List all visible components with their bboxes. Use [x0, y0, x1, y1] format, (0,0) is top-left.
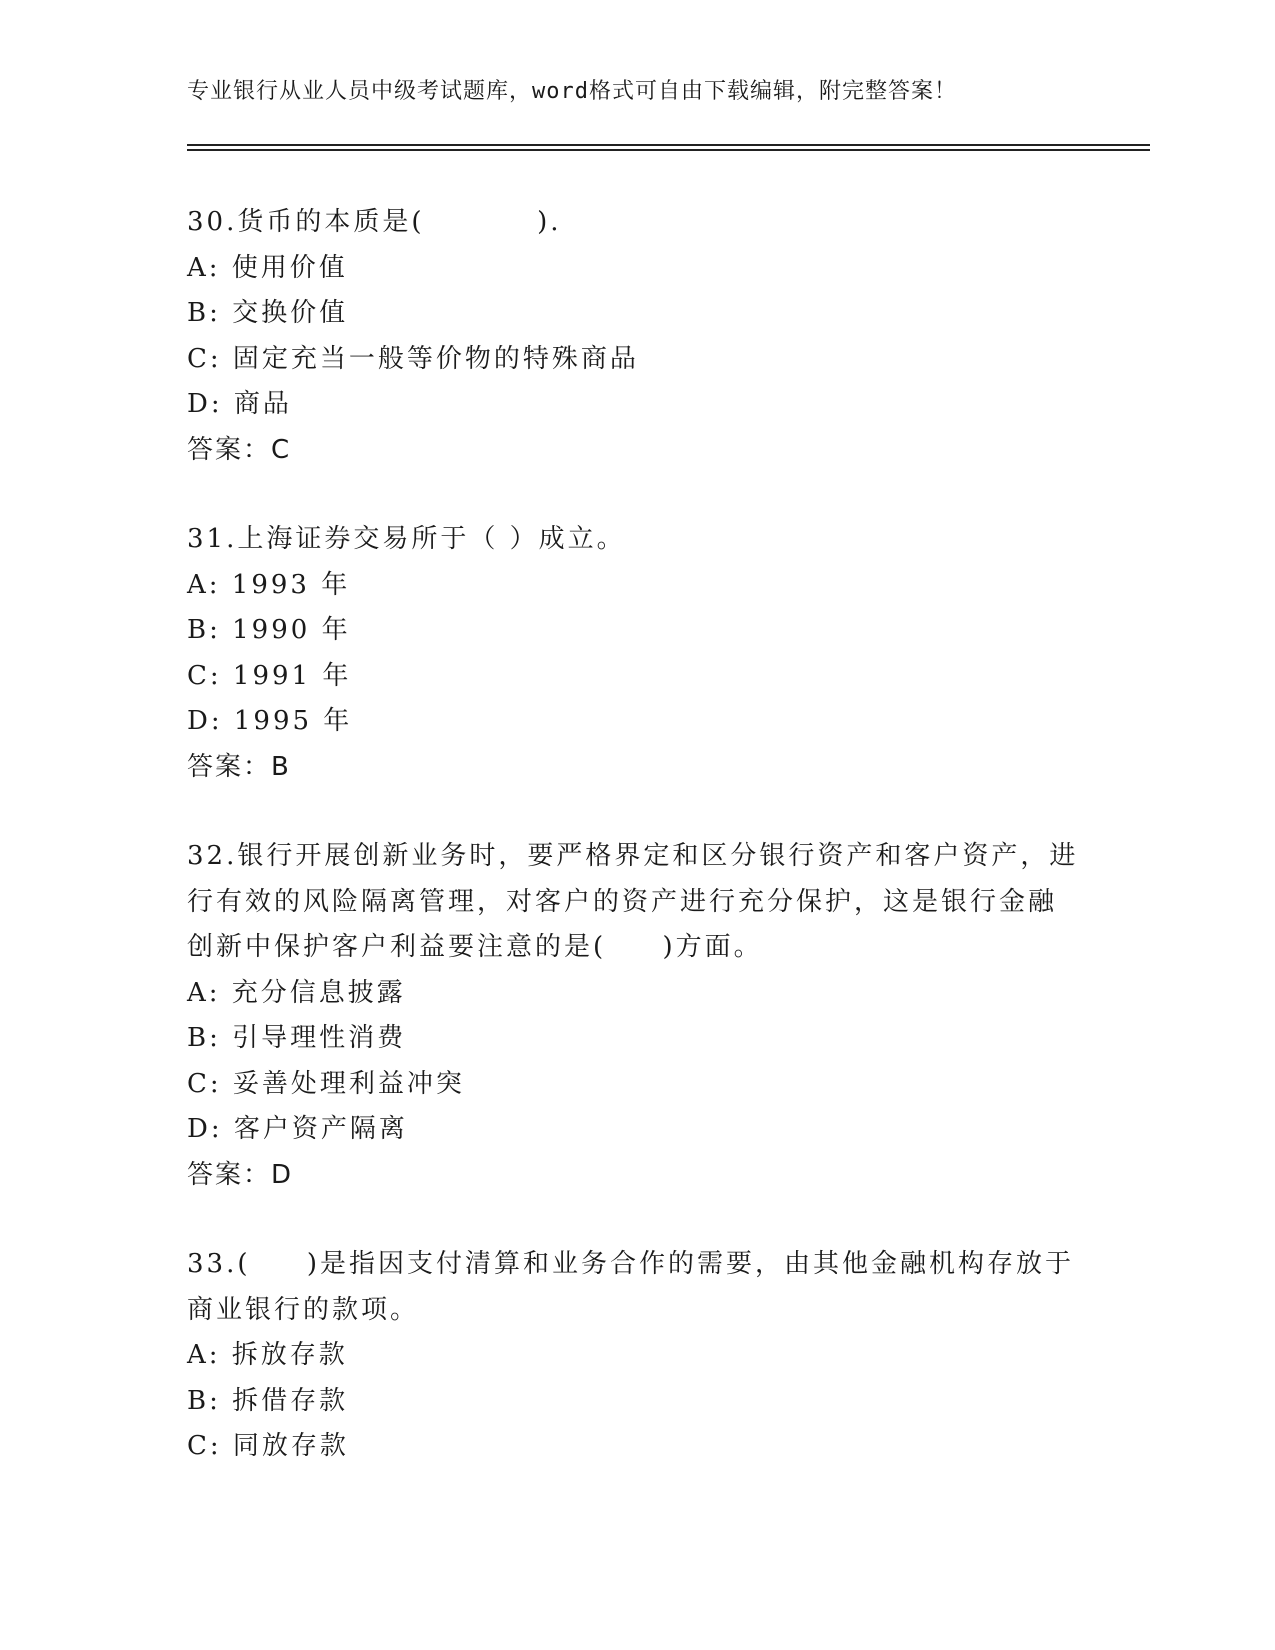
question-stem-line-2: 行有效的风险隔离管理，对客户的资产进行充分保护，这是银行金融: [187, 886, 1058, 917]
question-stem: 30.货币的本质是( ).: [187, 207, 562, 237]
question-list: [187, 200, 1087, 1514]
option-c: C: 同放存款: [187, 1431, 349, 1461]
option-d: D: 1995 年: [187, 706, 353, 736]
question-stem-line-3: 创新中保护客户利益要注意的是( )方面。: [187, 932, 763, 962]
answer: 答案：D: [187, 1159, 294, 1190]
question-31: [187, 517, 1087, 790]
option-d: D: 客户资产隔离: [187, 1114, 408, 1144]
option-c: C: 固定充当一般等价物的特殊商品: [187, 343, 639, 374]
option-b: B: 引导理性消费: [187, 1023, 407, 1053]
header-divider-bottom: [187, 149, 1150, 151]
question-stem-line-2: 商业银行的款项。: [187, 1294, 420, 1325]
option-c: C: 妥善处理利益冲突: [187, 1068, 465, 1099]
option-b: B: 交换价值: [187, 298, 349, 328]
answer: 答案：B: [187, 751, 291, 782]
question-stem-line-1: 33.( )是指因支付清算和业务合作的需要，由其他金融机构存放于: [187, 1249, 1074, 1279]
option-a: A: 拆放存款: [187, 1340, 348, 1370]
option-b: B: 1990 年: [187, 615, 351, 645]
question-32: [187, 834, 1087, 1198]
page-header: 专业银行从业人员中级考试题库，word格式可自由下载编辑，附完整答案！: [187, 79, 957, 104]
option-b: B: 拆借存款: [187, 1385, 349, 1416]
question-33: [187, 1242, 1087, 1470]
option-a: A: 1993 年: [187, 569, 351, 600]
question-30: [187, 200, 1087, 473]
header-divider-top: [187, 144, 1150, 146]
question-stem: 31.上海证券交易所于（ ）成立。: [187, 524, 626, 554]
option-d: D: 商品: [187, 389, 292, 419]
question-stem-line-1: 32.银行开展创新业务时，要严格界定和区分银行资产和客户资产，进: [187, 841, 1079, 871]
answer: 答案：C: [187, 434, 292, 465]
option-c: C: 1991 年: [187, 660, 352, 691]
option-a: A: 使用价值: [187, 252, 348, 283]
option-a: A: 充分信息披露: [187, 977, 406, 1008]
